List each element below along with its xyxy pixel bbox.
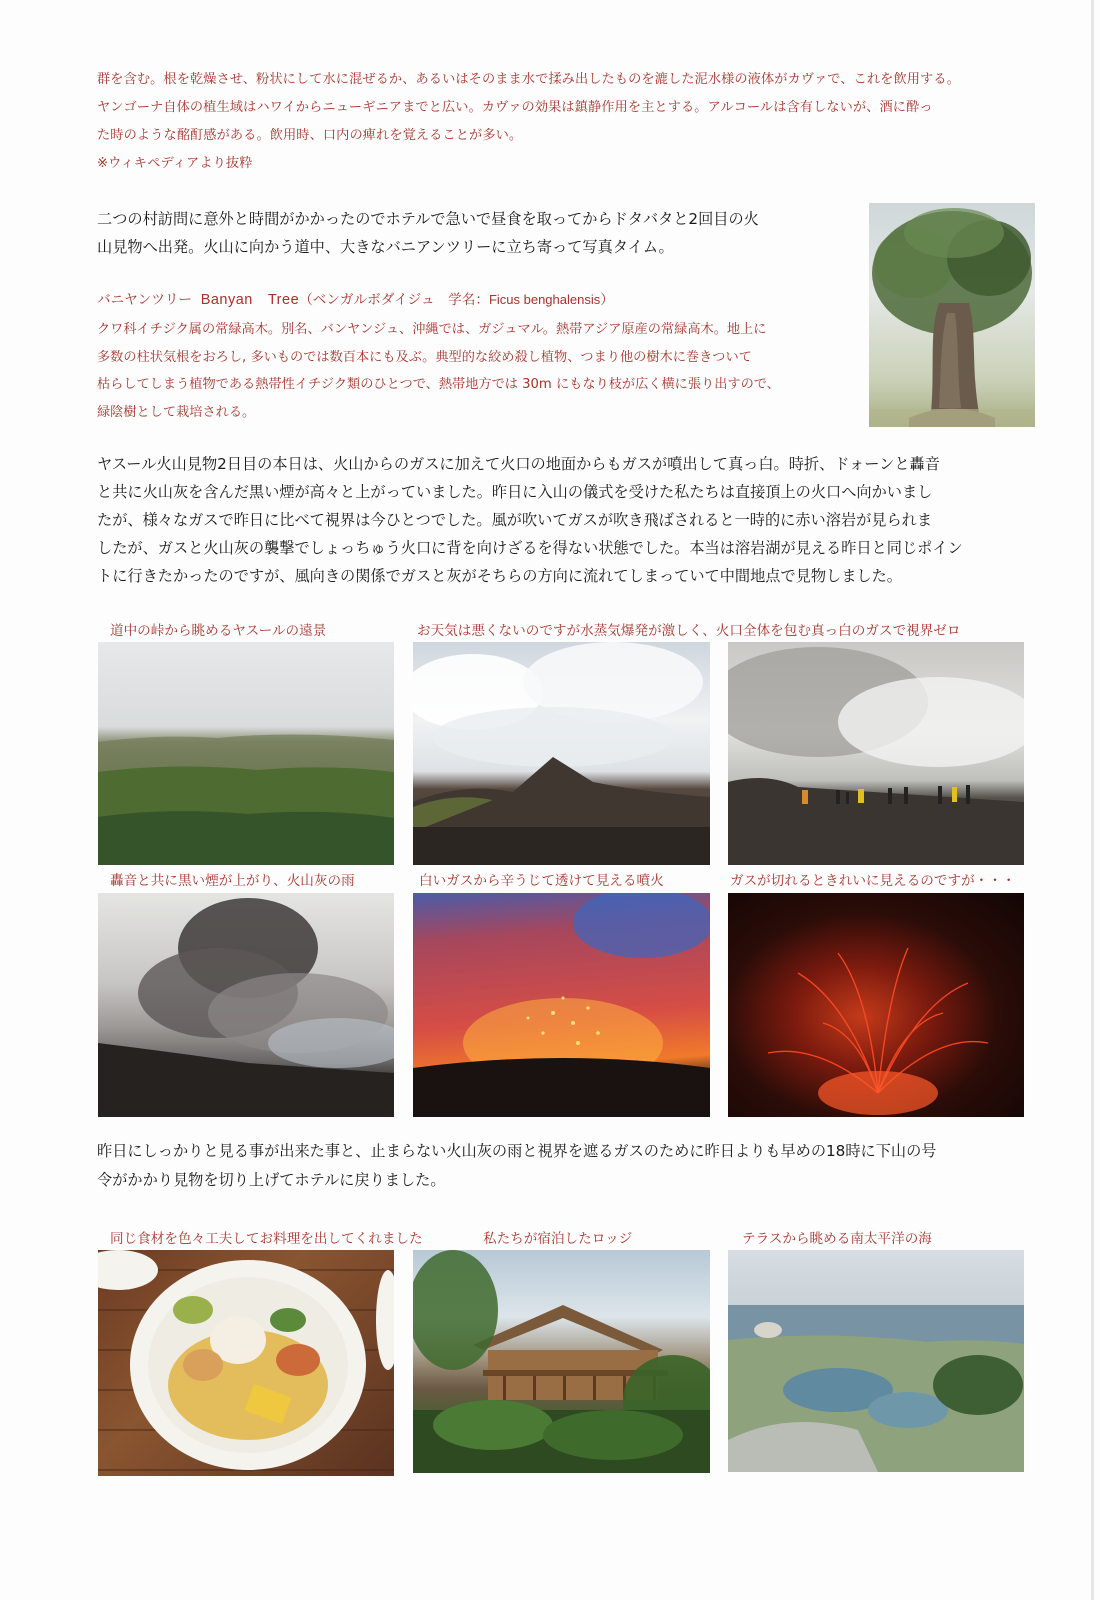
kava-line: た時のような酩酊感がある。飲用時、口内の痺れを覚えることが多い。 <box>97 128 523 143</box>
paragraph-line: したが、ガスと火山灰の襲撃でしょっちゅう火口に背を向けざるを得ない状態でした。本当は溶岩湖が見える昨日と同じポイン <box>97 539 963 557</box>
photo-yasur-distant-view <box>98 642 394 865</box>
banyan-line: クワ科イチジク属の常緑高木。別名、バンヤンジュ、沖縄では、ガジュマル。熱帯アジア原産の常緑高木。地上に <box>97 322 767 337</box>
photo-mountain-clouds <box>413 642 710 865</box>
banyan-description <box>97 316 837 426</box>
banyan-title-close: ） <box>600 292 614 308</box>
paragraph-line: 令がかかり見物を切り上げてホテルに戻りました。 <box>97 1170 446 1189</box>
caption-eruption-through-gas: 白いガスから辛うじて透けて見える噴火 <box>419 873 664 889</box>
paragraph-line: と共に火山灰を含んだ黒い煙が高々と上がっていました。昨日に入山の儀式を受けた私たちは直接頂上の火口へ向かいまし <box>97 483 933 501</box>
photo-crater-rim-visitors <box>728 642 1024 865</box>
source-note: ※ウィキペディアより抜粋 <box>97 156 253 171</box>
caption-lodge: 私たちが宿泊したロッジ <box>483 1231 633 1247</box>
banyan-line: 緑陰樹として栽培される。 <box>97 404 256 420</box>
caption-white-gas: お天気は悪くないのですが水蒸気爆発が激しく、火口全体を包む真っ白のガスで視界ゼロ <box>417 623 961 639</box>
caption-distant-view: 道中の峠から眺めるヤスールの遠景 <box>110 623 327 639</box>
paragraph-line: ヤスール火山見物2日目の本日は、火山からのガスに加えて火口の地面からもガスが噴出して真っ白。時折、ドォーンと轟音 <box>97 455 940 473</box>
paragraph-line: トに行きたかったのですが、風向きの関係でガスと灰がそちらの方向に流れてしまっていて中間地点で見物しました。 <box>97 567 902 585</box>
caption-black-smoke: 轟音と共に黒い煙が上がり、火山灰の雨 <box>110 873 355 889</box>
banyan-heading <box>97 289 614 311</box>
photo-lodge <box>413 1250 710 1473</box>
photo-south-pacific-terrace <box>728 1250 1024 1472</box>
descent-paragraph <box>97 1137 1037 1194</box>
kava-line: ヤンゴーナ自体の植生域はハワイからニューギニアまでと広い。カヴァの効果は鎮静作用を主とする。アルコールは含有しないが、酒に酔っ <box>97 100 933 115</box>
banyan-title-en: Banyan Tree <box>200 292 300 308</box>
banyan-tree-photo <box>869 203 1035 427</box>
kava-line: 群を含む。根を乾燥させ、粉状にして水に混ぜるか、あるいはそのまま水で揉み出したものを漉した泥水様の液体がカヴァで、これを飲用する。 <box>97 72 960 87</box>
caption-meal: 同じ食材を色々工夫してお料理を出してくれました <box>110 1231 423 1247</box>
banyan-line: 枯らしてしまう植物である熱帯性イチジク類のひとつで、熱帯地方では 30m にもなり枝が広く横に張り出すので、 <box>97 377 780 392</box>
photo-ash-plume <box>98 893 394 1117</box>
kava-excerpt <box>97 66 1037 178</box>
banyan-title-jp: バニヤンツリー <box>97 292 193 308</box>
paragraph-line: たが、様々なガスで昨日に比べて視界は今ひとつでした。風が吹いてガスが吹き飛ばされると一時的に赤い溶岩が見られま <box>97 511 933 529</box>
photo-glowing-eruption <box>413 893 710 1117</box>
banyan-title-paren: （ベンガルボダイジュ 学名： <box>299 292 489 308</box>
paragraph-line: 昨日にしっかりと見る事が出来た事と、止まらない火山灰の雨と視界を遮るガスのために昨日よりも早めの18時に下山の号 <box>97 1142 937 1160</box>
photo-meal-plate <box>98 1250 394 1476</box>
caption-south-pacific: テラスから眺める南太平洋の海 <box>742 1231 932 1247</box>
paragraph-line: 二つの村訪問に意外と時間がかかったのでホテルで急いで昼食を取ってからドタバタと2回目の火 <box>97 210 759 228</box>
caption-clear-view: ガスが切れるときれいに見えるのですが・・・ <box>730 873 1016 889</box>
banyan-scientific-name: Ficus benghalensis <box>488 292 601 307</box>
photo-lava-fountain <box>728 893 1024 1117</box>
volcano-day2-paragraph <box>97 450 1037 590</box>
banyan-line: 多数の柱状気根をおろし, 多いものでは数百本にも及ぶ。典型的な絞め殺し植物、つまり他の樹木に巻きついて <box>97 349 752 365</box>
paragraph-line: 山見物へ出発。火山に向かう道中、大きなバニアンツリーに立ち寄って写真タイム。 <box>97 238 674 256</box>
village-visit-paragraph <box>97 205 837 261</box>
